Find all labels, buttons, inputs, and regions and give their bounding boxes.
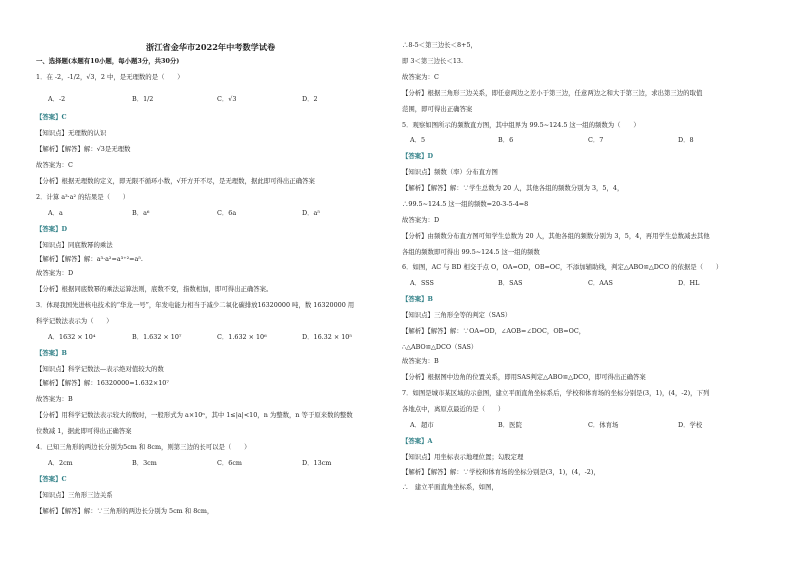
q7-analysis: 【解析】【解答】解：∵学校和体育场的坐标分别是(3，1)，(4，-2)， [402,468,600,476]
q3-option-a[interactable]: A．1632 × 10⁴ [48,333,96,341]
q3-stem-line2: 科学记数法表示为（ ） [36,317,113,325]
q2-option-d[interactable]: D．a⁵ [302,209,320,217]
q3-option-b[interactable]: B．1.632 × 10⁷ [132,333,182,341]
q4-cont-line1: ∴8-5＜第三边长＜8+5， [402,41,477,49]
q1-answer: 【答案】C [36,113,67,121]
q3-fenxi-line1: 【分析】用科学记数法表示较大的数时，一般形式为 a×10ⁿ，其中 1≤|a|<10，n 为整数，n 等于原来数的整数 [36,411,353,419]
q4-cont-line2: 即 3＜第三边长＜13. [402,57,463,65]
q1-option-a[interactable]: A．-2 [48,95,66,103]
q2-option-b[interactable]: B．a⁶ [132,209,150,217]
q5-options [402,137,758,147]
q4-option-d[interactable]: D．13cm [302,459,332,467]
q6-option-d[interactable]: D．HL [678,279,700,287]
q1-analysis: 【解析】【解答】解：√3是无理数 [36,145,131,153]
q6-final: 故答案为：B [402,357,439,365]
q7-stem-line2: 各地点中，离原点最近的是（ ） [402,405,505,413]
q2-answer: 【答案】D [36,225,68,233]
q4-fenxi-line1: 【分析】根据三角形三边关系，即任意两边之差小于第三边，任意两边之和大于第三边，求出第三边的取值 [402,89,703,97]
q3-option-d[interactable]: D．16.32 × 10⁵ [302,333,352,341]
q4-option-c[interactable]: C．6cm [217,459,242,467]
q5-final: 故答案为：D [402,216,440,224]
q6-analysis: 【解析】【解答】解：∵OA=OD，∠AOB=∠DOC，OB=OC， [402,327,586,335]
q2-option-c[interactable]: C．6a [217,209,237,217]
q6-answer: 【答案】B [402,295,433,303]
q5-fenxi-line2: 各组的频数即可得出 99.5~124.5 这一组的频数 [402,248,540,256]
q1-fenxi: 【分析】根据无理数的定义，即无限不循环小数，√开方开不尽，是无理数，据此即可得出正确答案 [36,177,315,185]
q4-answer: 【答案】C [36,475,67,483]
q5-fenxi-line1: 【分析】由频数分布直方图可知学生总数为 20 人，其他各组的频数分别为 3，5，4，再用学生总数减去其他 [402,232,710,240]
q3-fenxi-line2: 位数减 1，据此即可得出正确答案 [36,427,132,435]
q1-option-d[interactable]: D．2 [302,95,318,103]
q6-fenxi: 【分析】根据图中边角的位置关系，即用SAS判定△ABO≌△DCO，即可得出正确答案 [402,373,646,381]
q3-answer: 【答案】B [36,349,67,357]
q6-option-b[interactable]: B．SAS [498,279,523,287]
section-heading: 一、选择题(本题有10小题，每小题3分，共30分) [36,57,180,65]
q7-options [402,422,758,432]
q7-calc: ∴ 建立平面直角坐标系，如图， [402,483,498,491]
q3-stem-line1: 3．体现我国先进核电技术的“华龙一号”，年发电能力相当于减少二氧化碳排放16320000 吨，数 16320000 用 [36,301,355,309]
q5-analysis: 【解析】【解答】解：∵学生总数为 20 人，其他各组的频数分别为 3，5，4， [402,184,624,192]
q4-analysis: 【解析】【解答】解：∵三角形的两边长分别为 5cm 和 8cm， [36,507,214,515]
q2-fenxi: 【分析】根据同底数幂的乘法运算法则，底数不变，指数相加，即可得出正确答案。 [36,285,273,293]
q6-knowledge-point: 【知识点】三角形全等的判定（SAS） [402,311,512,319]
exam-title: 浙江省金华市2022年中考数学试卷 [146,42,276,52]
q6-option-c[interactable]: C．AAS [588,279,613,287]
q4-knowledge-point: 【知识点】三角形三边关系 [36,491,113,499]
q6-stem: 6．如图，AC 与 BD 相交于点 O，OA=OD，OB=OC，不添加辅助线，判定△ABO≌△DCO 的依据是（ ） [402,263,723,271]
q7-answer: 【答案】A [402,437,433,445]
q2-stem: 2．计算 a³·a² 的结果是（ ） [36,193,130,201]
q1-option-c[interactable]: C．√3 [217,95,237,103]
q6-option-a[interactable]: A．SSS [410,279,434,287]
q5-option-d[interactable]: D．8 [678,136,694,144]
q4-options [36,460,386,470]
q7-knowledge-point: 【知识点】用坐标表示地理位置；勾股定理 [402,453,524,461]
q5-option-a[interactable]: A．5 [410,136,426,144]
q2-knowledge-point: 【知识点】同底数幂的乘法 [36,241,113,249]
q7-option-d[interactable]: D．学校 [678,421,703,429]
q3-option-c[interactable]: C．1.632 × 10⁶ [217,333,267,341]
q1-option-b[interactable]: B．1/2 [132,95,154,103]
q7-option-c[interactable]: C．体育场 [588,421,619,429]
q1-options [36,96,386,106]
q1-knowledge-point: 【知识点】无理数的认识 [36,129,107,137]
q5-answer: 【答案】D [402,152,434,160]
q2-analysis: 【解析】【解答】解：a³·a²=a³⁺²=a⁵. [36,255,143,263]
q3-options [36,334,386,344]
q3-final: 故答案为：B [36,395,73,403]
q4-option-b[interactable]: B．3cm [132,459,157,467]
q6-calc: ∴△ABO≌△DCO（SAS） [402,343,478,351]
q4-fenxi-line2: 范围，即可得出正确答案 [402,105,473,113]
q1-final: 故答案为：C [36,161,73,169]
q5-knowledge-point: 【知识点】频数（率）分布直方图 [402,168,498,176]
q7-option-a[interactable]: A．超市 [410,421,434,429]
q5-option-c[interactable]: C．7 [588,136,604,144]
q2-option-a[interactable]: A．a [48,209,63,217]
q2-final: 故答案为：D [36,269,74,277]
q5-option-b[interactable]: B．6 [498,136,514,144]
q1-stem: 1．在 -2，-1/2，√3，2 中，是无理数的是（ ） [36,73,184,81]
q7-stem-line1: 7．如图是城市某区域的示意图，建立平面直角坐标系后，学校和体育场的坐标分别是(3，1)，(4，-2)，下列 [402,389,710,397]
q6-options [402,280,758,290]
q3-analysis: 【解析】【解答】解：16320000=1.632×10⁷ [36,379,169,387]
q7-option-b[interactable]: B．医院 [498,421,522,429]
q3-knowledge-point: 【知识点】科学记数法—表示绝对值较大的数 [36,365,164,373]
q5-stem: 5．观察如图所示的频数直方图，其中组界为 99.5~124.5 这一组的频数为（ ） [402,121,640,129]
q5-calc: ∴99.5~124.5 这一组的频数=20-3-5-4=8 [402,200,529,208]
q4-option-a[interactable]: A．2cm [48,459,73,467]
q2-options [36,210,386,220]
q4-cont-final: 故答案为：C [402,73,439,81]
q4-stem: 4．已知三角形的两边长分别为5cm 和 8cm，则第三边的长可以是（ ） [36,443,251,451]
